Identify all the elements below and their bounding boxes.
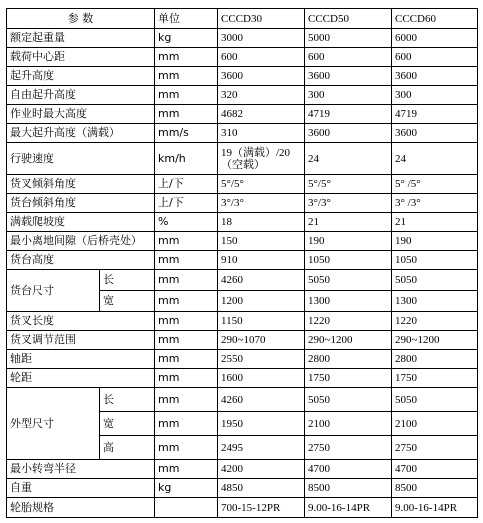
table-row: [7, 460, 478, 479]
param-name: 货叉调节范围: [7, 331, 155, 350]
table-row: [7, 388, 478, 412]
unit-cell: %: [155, 213, 218, 232]
value-cell: 4719: [305, 105, 392, 124]
value-cell: 290~1200: [392, 331, 478, 350]
value-cell: 150: [218, 232, 305, 251]
spec-table: [6, 8, 478, 518]
value-cell: 6000: [392, 29, 478, 48]
param-sub-name: 宽: [100, 291, 155, 312]
value-cell: 300: [392, 86, 478, 105]
value-cell: 5000: [305, 29, 392, 48]
table-row: [7, 48, 478, 67]
table-row: [7, 479, 478, 498]
unit-cell: mm: [155, 331, 218, 350]
table-row: [7, 331, 478, 350]
table-row: [7, 369, 478, 388]
value-cell: 290~1200: [305, 331, 392, 350]
param-name: 满载爬坡度: [7, 213, 155, 232]
value-cell: 310: [218, 124, 305, 143]
unit-cell: mm: [155, 270, 218, 291]
value-cell: 5°/5°: [218, 175, 305, 194]
value-cell: 4200: [218, 460, 305, 479]
value-cell: 4850: [218, 479, 305, 498]
value-cell: 2100: [392, 412, 478, 436]
unit-cell: mm: [155, 251, 218, 270]
param-sub-name: 高: [100, 436, 155, 460]
value-cell: 600: [392, 48, 478, 67]
value-cell: 1750: [305, 369, 392, 388]
value-cell: 2750: [305, 436, 392, 460]
unit-cell: mm/s: [155, 124, 218, 143]
value-cell: 1300: [305, 291, 392, 312]
param-name: 轴距: [7, 350, 155, 369]
param-group-name: 外型尺寸: [7, 388, 100, 460]
table-row: [7, 312, 478, 331]
model-header: CCCD60: [392, 9, 478, 29]
table-row: [7, 213, 478, 232]
table-row: [7, 194, 478, 213]
unit-cell: mm: [155, 350, 218, 369]
table-row: [7, 29, 478, 48]
value-cell: 2495: [218, 436, 305, 460]
model-header: CCCD50: [305, 9, 392, 29]
unit-cell: mm: [155, 86, 218, 105]
table-row: [7, 105, 478, 124]
value-cell: 2800: [392, 350, 478, 369]
value-cell: 2750: [392, 436, 478, 460]
unit-cell: km/h: [155, 143, 218, 175]
value-cell: 18: [218, 213, 305, 232]
unit-cell: 上/下: [155, 175, 218, 194]
value-cell: 1050: [392, 251, 478, 270]
value-cell: 1600: [218, 369, 305, 388]
table-row: [7, 175, 478, 194]
param-name: 轮胎规格: [7, 498, 155, 518]
value-cell: 5050: [392, 388, 478, 412]
value-cell: 24: [392, 143, 478, 175]
value-cell: 700-15-12PR: [218, 498, 305, 518]
unit-cell: mm: [155, 388, 218, 412]
value-cell: 1300: [392, 291, 478, 312]
unit-cell: mm: [155, 67, 218, 86]
table-row: [7, 86, 478, 105]
value-cell: 4700: [392, 460, 478, 479]
table-row: [7, 251, 478, 270]
param-name: 额定起重量: [7, 29, 155, 48]
param-name: 轮距: [7, 369, 155, 388]
value-cell: 2100: [305, 412, 392, 436]
table-row: [7, 124, 478, 143]
value-cell: 5050: [305, 270, 392, 291]
table-row: [7, 498, 478, 518]
param-name: 自由起升高度: [7, 86, 155, 105]
value-cell: 5050: [392, 270, 478, 291]
param-name: 行驶速度: [7, 143, 155, 175]
unit-cell: mm: [155, 460, 218, 479]
value-cell: 3600: [392, 67, 478, 86]
value-cell: 5°/5°: [305, 175, 392, 194]
value-cell: 4682: [218, 105, 305, 124]
value-cell: 4260: [218, 270, 305, 291]
value-cell: 1200: [218, 291, 305, 312]
param-group-name: 货台尺寸: [7, 270, 100, 312]
table-row: [7, 270, 478, 291]
value-cell: 1950: [218, 412, 305, 436]
value-cell: 21: [305, 213, 392, 232]
table-row: [7, 143, 478, 175]
unit-cell: kg: [155, 479, 218, 498]
param-name: 货台倾斜角度: [7, 194, 155, 213]
value-cell: 3°/3°: [305, 194, 392, 213]
param-name: 货叉长度: [7, 312, 155, 331]
value-cell: 1220: [392, 312, 478, 331]
param-header: 参 数: [7, 9, 155, 29]
value-cell: 3°/3°: [218, 194, 305, 213]
value-cell: 1750: [392, 369, 478, 388]
param-sub-name: 宽: [100, 412, 155, 436]
value-cell: 8500: [305, 479, 392, 498]
value-cell: 24: [305, 143, 392, 175]
table-row: [7, 232, 478, 251]
value-cell: 8500: [392, 479, 478, 498]
param-name: 载荷中心距: [7, 48, 155, 67]
param-name: 作业时最大高度: [7, 105, 155, 124]
unit-cell: mm: [155, 369, 218, 388]
unit-cell: 上/下: [155, 194, 218, 213]
unit-cell: [155, 498, 218, 518]
value-cell: 3000: [218, 29, 305, 48]
value-cell: 290~1070: [218, 331, 305, 350]
value-cell: 300: [305, 86, 392, 105]
value-cell: 9.00-16-14PR: [305, 498, 392, 518]
unit-header: 单位: [155, 9, 218, 29]
value-cell: 3600: [218, 67, 305, 86]
param-sub-name: 长: [100, 388, 155, 412]
value-cell: 4260: [218, 388, 305, 412]
param-name: 最小转弯半径: [7, 460, 155, 479]
value-cell: 2800: [305, 350, 392, 369]
spec-sheet: [6, 8, 477, 518]
unit-cell: mm: [155, 412, 218, 436]
model-header: CCCD30: [218, 9, 305, 29]
value-cell: 3600: [305, 124, 392, 143]
unit-cell: mm: [155, 48, 218, 67]
value-cell: 4719: [392, 105, 478, 124]
value-cell: 4700: [305, 460, 392, 479]
value-cell: 910: [218, 251, 305, 270]
param-name: 货台高度: [7, 251, 155, 270]
value-cell: 3° /3°: [392, 194, 478, 213]
value-cell: 2550: [218, 350, 305, 369]
value-cell: 600: [305, 48, 392, 67]
unit-cell: mm: [155, 291, 218, 312]
unit-cell: mm: [155, 312, 218, 331]
param-name: 最大起升高度（满载）: [7, 124, 155, 143]
table-row: [7, 350, 478, 369]
value-cell: 1150: [218, 312, 305, 331]
value-cell: 600: [218, 48, 305, 67]
param-name: 最小离地间隙（后桥壳处）: [7, 232, 155, 251]
value-cell: 3600: [392, 124, 478, 143]
value-cell: 190: [305, 232, 392, 251]
value-cell: 190: [392, 232, 478, 251]
header-row: [7, 9, 478, 29]
value-cell: 19（满载）/20（空载）: [218, 143, 305, 175]
value-cell: 5° /5°: [392, 175, 478, 194]
value-cell: 320: [218, 86, 305, 105]
param-name: 起升高度: [7, 67, 155, 86]
unit-cell: mm: [155, 232, 218, 251]
table-row: [7, 67, 478, 86]
value-cell: 9.00-16-14PR: [392, 498, 478, 518]
value-cell: 21: [392, 213, 478, 232]
value-cell: 3600: [305, 67, 392, 86]
value-cell: 1220: [305, 312, 392, 331]
unit-cell: mm: [155, 436, 218, 460]
unit-cell: kg: [155, 29, 218, 48]
value-cell: 1050: [305, 251, 392, 270]
unit-cell: mm: [155, 105, 218, 124]
param-name: 自重: [7, 479, 155, 498]
value-cell: 5050: [305, 388, 392, 412]
param-name: 货叉倾斜角度: [7, 175, 155, 194]
param-sub-name: 长: [100, 270, 155, 291]
